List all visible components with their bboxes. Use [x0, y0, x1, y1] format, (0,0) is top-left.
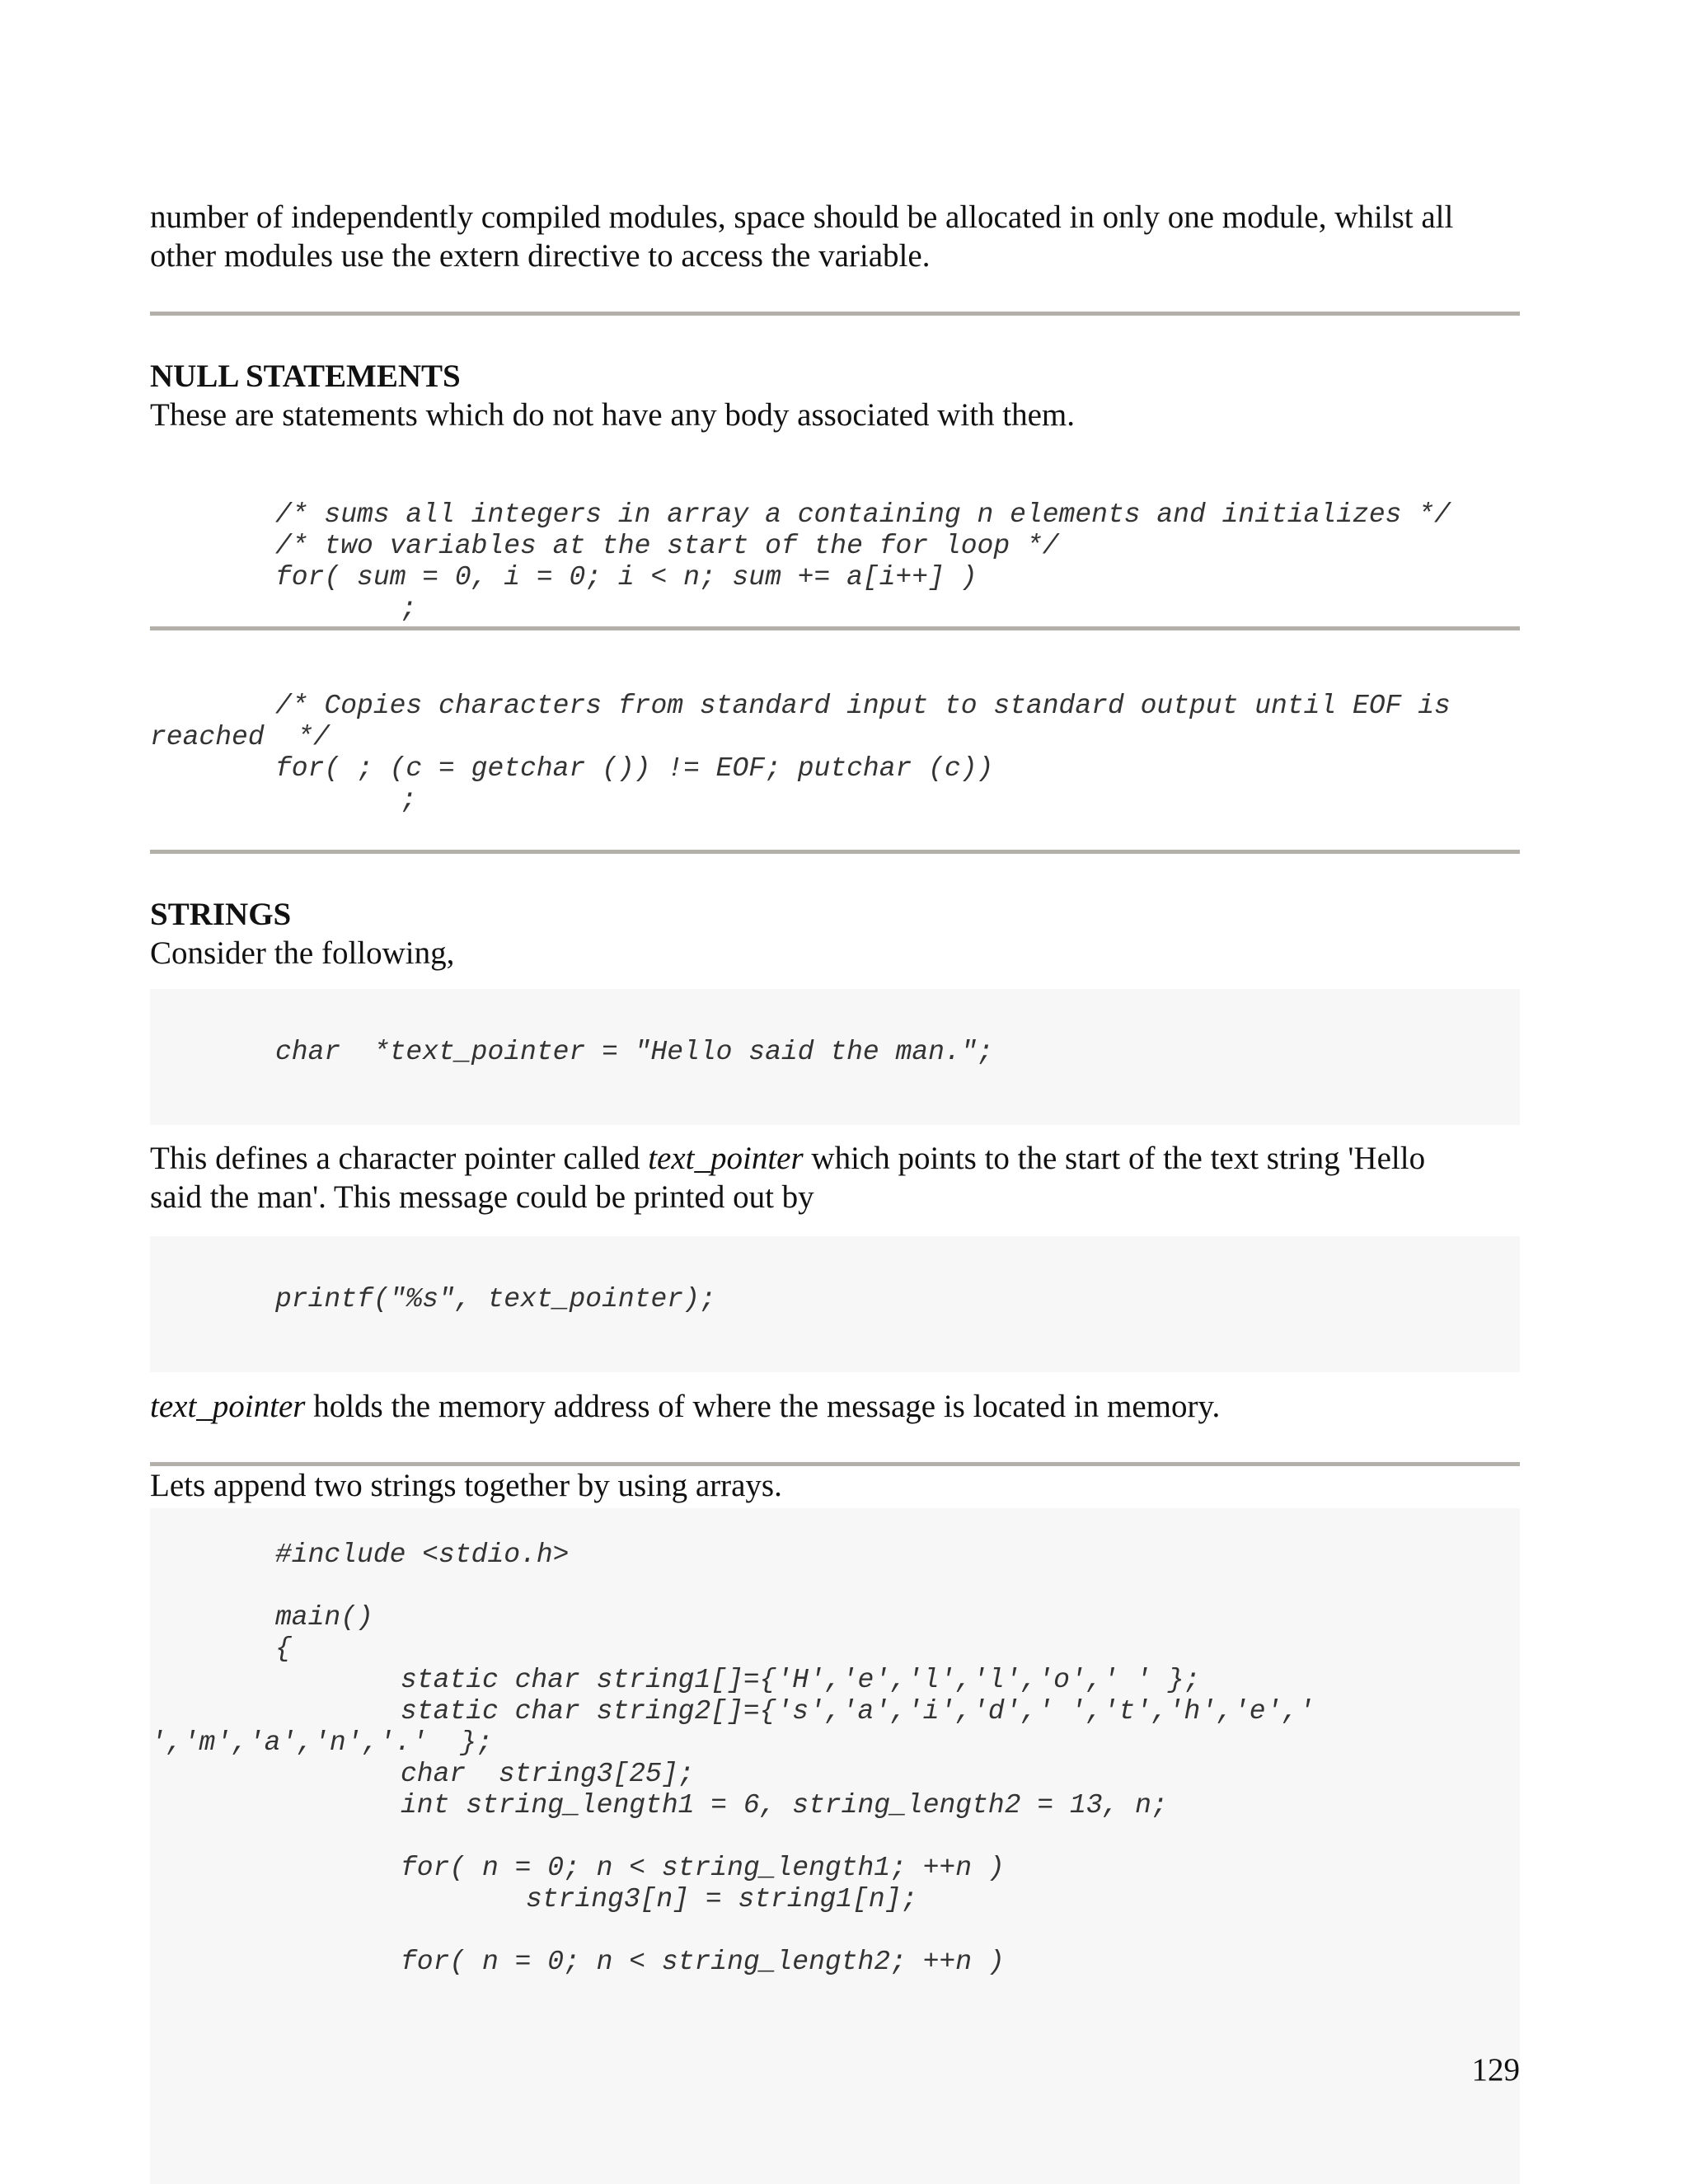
append-code-line9: for( n = 0; n < string_length1; ++n ) — [401, 1853, 1005, 1883]
address-note-text: holds the memory address of where the message is located in memory. — [305, 1389, 1221, 1424]
address-note-term: text_pointer — [150, 1389, 306, 1424]
append-code-line6: ','m','a','n','.' }; — [150, 1727, 493, 1758]
append-code-line5: static char string2[]={'s','a','i','d',' ','t','h','e',' — [401, 1696, 1315, 1727]
null-statements-heading: NULL STATEMENTS — [150, 359, 461, 394]
null-example2-line3: for( ; (c = getchar ()) != EOF; putchar (c)) — [275, 753, 994, 784]
code-divider — [150, 626, 1520, 630]
explanation-text: This defines a character pointer called — [150, 1141, 649, 1176]
printf-line: printf("%s", text_pointer); — [275, 1284, 716, 1315]
strings-heading: STRINGS — [150, 897, 292, 932]
intro-line-2: other modules use the extern directive to access the variable. — [150, 238, 931, 274]
append-code-line8: int string_length1 = 6, string_length2 = 13, n; — [401, 1790, 1168, 1821]
null-example2-line4: ; — [401, 785, 417, 815]
explanation-term: text_pointer — [648, 1141, 804, 1176]
append-code-line3: { — [275, 1633, 292, 1664]
document-page — [150, 0, 1520, 2184]
null-example1-line1: /* sums all integers in array a containing n elements and initializes */ — [275, 499, 1451, 530]
append-code-line11: for( n = 0; n < string_length2; ++n ) — [401, 1947, 1005, 1977]
append-code-line1: #include <stdio.h> — [275, 1540, 570, 1570]
page-number: 129 — [1471, 2052, 1520, 2088]
explanation-text: which points to the start of the text string 'Hello — [803, 1141, 1426, 1176]
explanation-line-2: said the man'. This message could be printed out by — [150, 1179, 814, 1215]
strings-intro: Consider the following, — [150, 935, 455, 971]
append-intro: Lets append two strings together by using arrays. — [150, 1468, 782, 1503]
null-example1-line3: for( sum = 0, i = 0; i < n; sum += a[i++] ) — [275, 562, 978, 593]
null-example2-line2: reached */ — [150, 722, 330, 752]
address-note — [150, 1387, 1520, 1426]
append-code-line7: char string3[25]; — [401, 1759, 695, 1789]
append-code-line4: static char string1[]={'H','e','l','l','o',' ' }; — [401, 1665, 1201, 1695]
pointer-declaration: char *text_pointer = "Hello said the man."; — [275, 1037, 994, 1067]
null-statements-description: These are statements which do not have any body associated with them. — [150, 397, 1076, 433]
explanation-line-1 — [150, 1139, 1520, 1178]
null-example2-line1: /* Copies characters from standard input to standard output until EOF is — [275, 691, 1451, 721]
append-code-line10: string3[n] = string1[n]; — [526, 1884, 918, 1915]
intro-line-1: number of independently compiled modules, space should be allocated in only one module, whilst all — [150, 199, 1454, 235]
section-divider — [150, 850, 1520, 854]
null-example1-line2: /* two variables at the start of the for loop */ — [275, 531, 1059, 561]
null-example1-line4: ; — [401, 593, 417, 624]
section-divider — [150, 312, 1520, 316]
append-code-line2: main() — [275, 1602, 373, 1633]
